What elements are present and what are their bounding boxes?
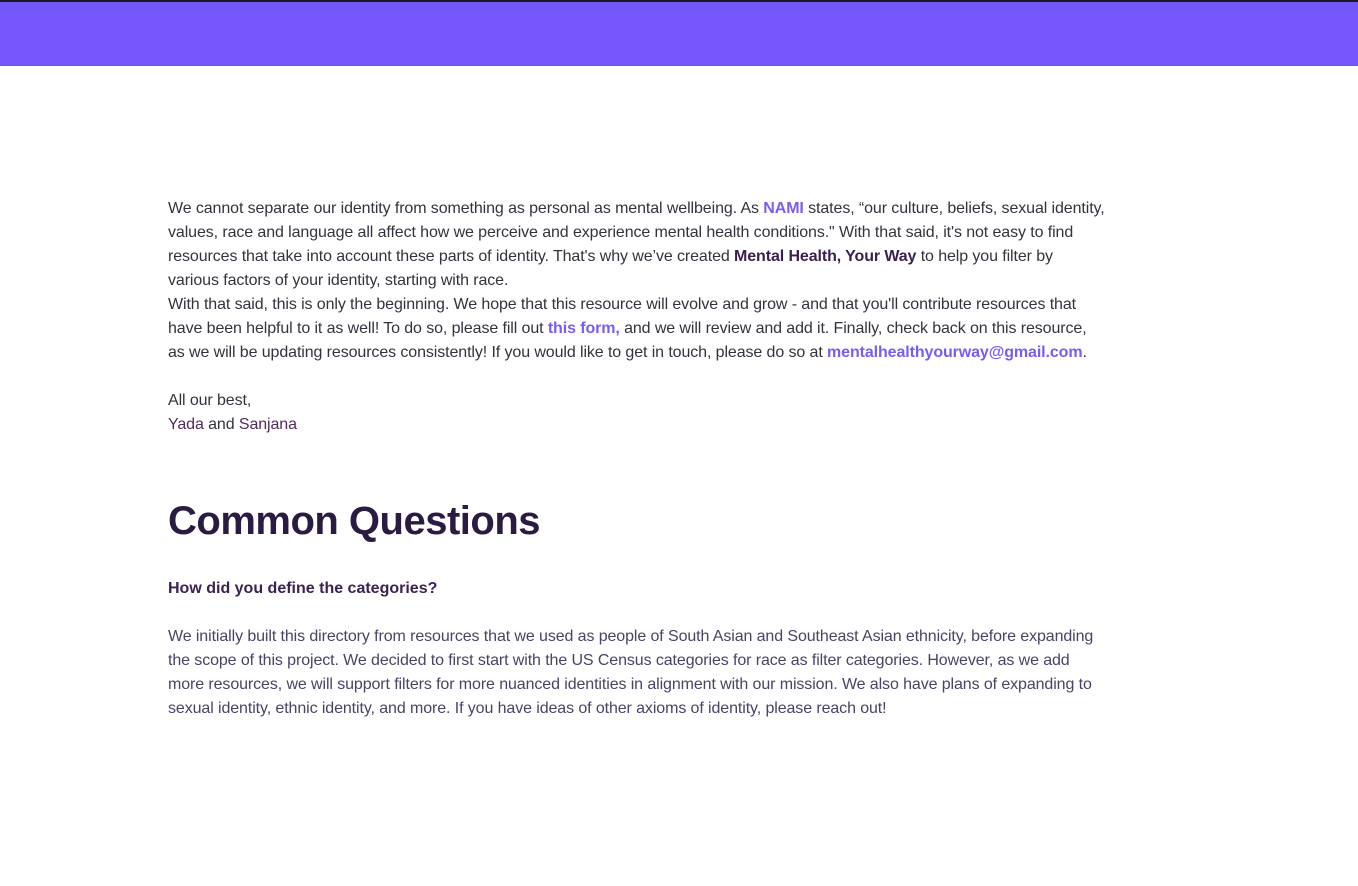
- intro-paragraph-2: [168, 293, 1105, 365]
- question-answer: We initially built this directory from resources that we used as people of South Asian and Southeast Asian ethnicity, before expanding the scope of this project. We decided to first start with the US Census categories for race as filter categories. However, as we add more resources, we will support filters for more nuanced identities in alignment with our mission. We also have plans of expanding to sexual identity, ethnic identity, and more. If you have ideas of other axioms of identity, please reach out!: [168, 628, 1094, 717]
- text-segment: states, “our culture, beliefs, sexual identity, values, race and language all affect how we perceive and experience mental health conditions." With that said, it's not easy to find resources that take into account these parts of identity. That's why we’ve created: [168, 200, 1105, 265]
- text-segment: to help you filter by various factors of your identity, starting with race.: [168, 248, 1053, 289]
- text-segment: With that said, this is only the beginning. We hope that this resource will evolve and grow - and that you'll contribute resources that have been helpful to it as well! To do so, please fill out: [168, 296, 1076, 337]
- sanjana-link[interactable]: Sanjana: [238, 416, 297, 433]
- email-link[interactable]: mentalhealthyourway@gmail.com: [827, 344, 1083, 361]
- signoff-line-2: [168, 413, 1105, 437]
- this-form-link[interactable]: this form,: [547, 320, 620, 337]
- page-content: [168, 66, 1105, 721]
- site-header-bar: [0, 2, 1358, 66]
- common-questions-heading: Common Questions: [168, 499, 541, 543]
- brand-name-text: Mental Health, Your Way: [734, 248, 917, 265]
- signoff-line-1: All our best,: [168, 392, 252, 409]
- intro-section: [168, 197, 1105, 437]
- text-segment: and: [203, 416, 239, 433]
- text-segment: We cannot separate our identity from something as personal as mental wellbeing. As: [168, 200, 764, 217]
- intro-paragraph-1: [168, 197, 1105, 293]
- nami-link[interactable]: NAMI: [763, 200, 804, 217]
- text-segment: .: [1082, 344, 1087, 361]
- question-heading: How did you define the categories?: [168, 580, 438, 597]
- yada-link[interactable]: Yada: [168, 416, 204, 433]
- text-segment: and we will review and add it. Finally, check back on this resource, as we will be updating resources consistently! If you would like to get in touch, please do so at: [168, 320, 1087, 361]
